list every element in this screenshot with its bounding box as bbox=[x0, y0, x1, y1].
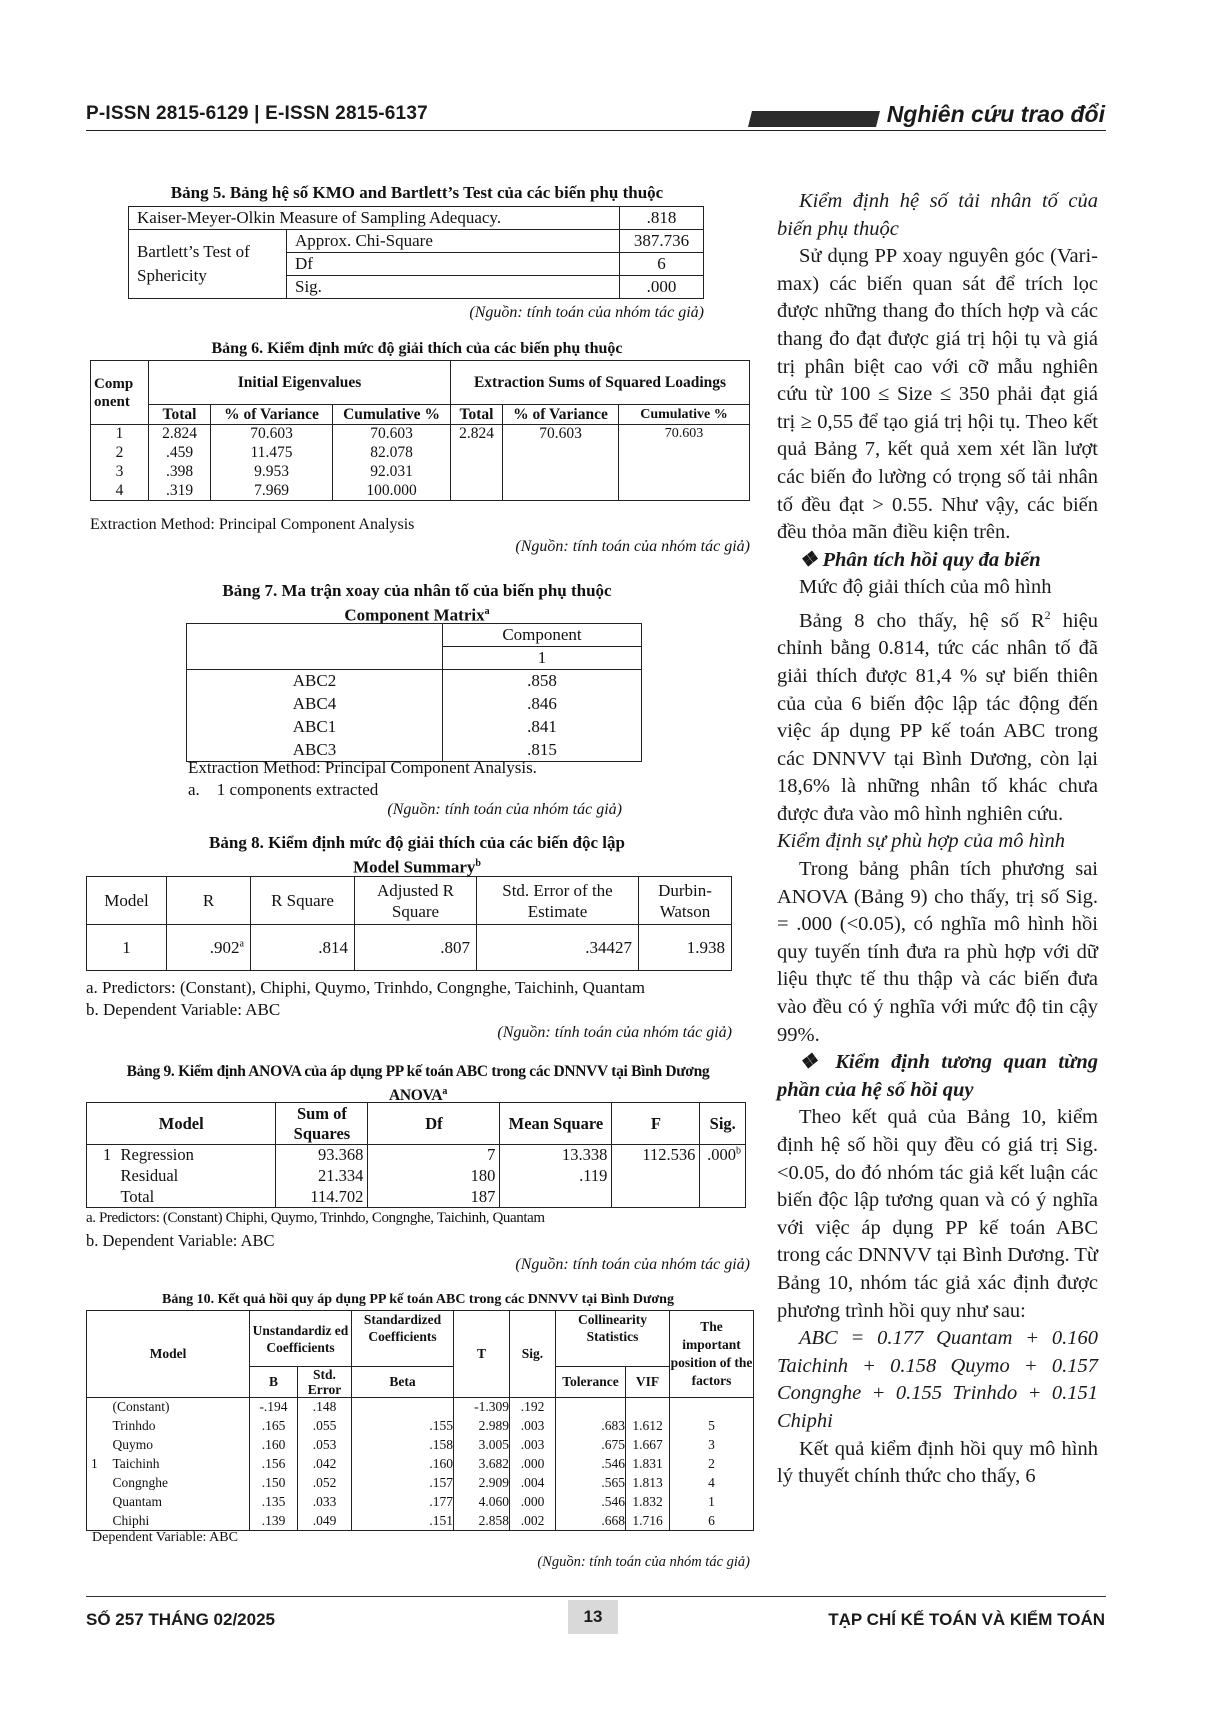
t10-cell: 5 bbox=[670, 1417, 754, 1436]
t10-cell: 4 bbox=[670, 1474, 754, 1493]
kmo-label: Kaiser-Meyer-Olkin Measure of Sampling Adequacy. bbox=[129, 207, 620, 230]
t10-cell: .003 bbox=[510, 1417, 556, 1436]
t5-row-label: Df bbox=[287, 253, 620, 276]
t9-cell: 187 bbox=[368, 1187, 500, 1208]
t9-cell: .119 bbox=[500, 1166, 612, 1187]
t7-load: .846 bbox=[443, 693, 642, 716]
t6-sub-header: Total bbox=[451, 405, 503, 425]
t5-row-value: 387.736 bbox=[619, 230, 703, 253]
t10-h-std: Standardized Coefficients bbox=[352, 1311, 454, 1367]
table6-source: (Nguồn: tính toán của nhóm tác giả) bbox=[515, 538, 750, 555]
section-heading: ❖ Phân tích hồi quy đa biến bbox=[799, 548, 1041, 571]
t10-cell: .052 bbox=[298, 1474, 352, 1493]
t10-cell bbox=[670, 1398, 754, 1417]
paragraph: Trong bảng phân tích phương sai ANOVA (Bảng 9) cho thấy, trị số Sig. = .000 (<0.05), có nghĩa mô hình hồi quy tuyến tính đưa ra phù hợp với dữ liệu thực tế thu thập và các biến đưa vào đều có ý nghĩa với mức độ tin cậy 99%. bbox=[777, 858, 1098, 1046]
t5-row-label: Sig. bbox=[287, 276, 620, 299]
t10-cell: .565 bbox=[556, 1474, 626, 1493]
t10-var: Trinhdo bbox=[109, 1417, 250, 1436]
paragraph: Sử dụng PP xoay nguyên góc (Vari-max) các biến quan sát để trích lọc được những thang đo thích hợp và các thang đo đạt được giá trị hội tụ và giá trị phân biệt cao với cỡ mẫu nghiên cứu từ 100 ≤ Size ≤ 350 phải đạt giá trị ≥ 0,55 để tạo giá trị hội tụ. Theo kết quả Bảng 7, kết quả xem xét lần lượt các biến đo lường có trọng số tải nhân tố đều đạt > 0.55. Như vậy, các biến đều thỏa mãn điều kiện trên. bbox=[777, 245, 1098, 544]
paragraph: Kết quả kiểm định hồi quy mô hình lý thuyết chính thức cho thấy, 6 bbox=[777, 1437, 1098, 1488]
t5-row-label: Approx. Chi-Square bbox=[287, 230, 620, 253]
t10-cell: 1.716 bbox=[626, 1512, 670, 1531]
t10-model-num: 1 bbox=[87, 1398, 109, 1531]
t10-cell: 6 bbox=[670, 1512, 754, 1531]
table9-caption-line1: Bảng 9. Kiểm định ANOVA của áp dụng PP kế toán ABC trong các DNNVV tại Bình Dương bbox=[126, 1063, 710, 1080]
table6-note: Extraction Method: Principal Component Analysis bbox=[90, 516, 415, 533]
table9-caption-title: ANOVA bbox=[388, 1087, 443, 1105]
t10-cell: 1.832 bbox=[626, 1493, 670, 1512]
t8-cell: .807 bbox=[355, 925, 477, 971]
t10-var: Congnghe bbox=[109, 1474, 250, 1493]
t9-row-name: Residual bbox=[117, 1166, 276, 1187]
t10-cell: .042 bbox=[298, 1455, 352, 1474]
t6-cell: 2.824 bbox=[451, 425, 503, 444]
journal-name: TẠP CHÍ KẾ TOÁN VÀ KIỂM TOÁN bbox=[828, 1610, 1105, 1629]
t6-sub-header: % of Variance bbox=[211, 405, 333, 425]
t6-cell: 11.475 bbox=[211, 444, 333, 463]
t9-header: Sig. bbox=[700, 1103, 746, 1145]
table9-source: (Nguồn: tính toán của nhóm tác giả) bbox=[515, 1256, 750, 1273]
t10-h-b: B bbox=[250, 1367, 298, 1398]
t10-cell: .135 bbox=[250, 1493, 298, 1512]
superscript: 2 bbox=[1044, 607, 1051, 622]
t6-h-component: Comp onent bbox=[91, 361, 149, 425]
t7-load: .841 bbox=[443, 716, 642, 739]
t9-row-name: Regression bbox=[117, 1145, 276, 1166]
table7-caption bbox=[122, 580, 712, 626]
t10-cell: .000 bbox=[510, 1493, 556, 1512]
table7 bbox=[186, 623, 642, 762]
t9-cell: 112.536 bbox=[612, 1145, 700, 1166]
t10-cell bbox=[626, 1398, 670, 1417]
t9-cell: 7 bbox=[368, 1145, 500, 1166]
t6-cell: 2.824 bbox=[149, 425, 211, 444]
t10-cell: .003 bbox=[510, 1436, 556, 1455]
table5-caption: Bảng 5. Bảng hệ số KMO and Bartlett’s Test của các biến phụ thuộc bbox=[170, 183, 664, 202]
t10-cell: .139 bbox=[250, 1512, 298, 1531]
t10-cell: 2.858 bbox=[454, 1512, 510, 1531]
t10-cell bbox=[556, 1398, 626, 1417]
t6-sub-header: % of Variance bbox=[503, 405, 619, 425]
table7-note1: Extraction Method: Principal Component Analysis. bbox=[188, 758, 537, 777]
table10-note: Dependent Variable: ABC bbox=[92, 1530, 238, 1545]
t8-header: Durbin-Watson bbox=[639, 877, 732, 925]
t10-h-tol: Tolerance bbox=[556, 1367, 626, 1398]
t7-h-component: Component bbox=[443, 624, 642, 647]
t6-cell: 4 bbox=[91, 482, 149, 501]
t10-h-t: T bbox=[454, 1311, 510, 1398]
t8-header: Adjusted R Square bbox=[355, 877, 477, 925]
table8-caption-title: Model Summary bbox=[353, 857, 476, 877]
table8-note1: a. Predictors: (Constant), Chiphi, Quymo, Trinhdo, Congnghe, Taichinh, Quantam bbox=[86, 978, 645, 997]
t10-cell: .000 bbox=[510, 1455, 556, 1474]
t10-cell: .546 bbox=[556, 1455, 626, 1474]
table7-caption-line2 bbox=[122, 601, 712, 626]
table5 bbox=[128, 206, 704, 299]
table7-caption-sup: a bbox=[484, 606, 490, 617]
t10-cell: .160 bbox=[250, 1436, 298, 1455]
t10-cell: .002 bbox=[510, 1512, 556, 1531]
t8-header: Model bbox=[87, 877, 167, 925]
t10-h-vif: VIF bbox=[626, 1367, 670, 1398]
t10-h-se: Std. Error bbox=[298, 1367, 352, 1398]
t6-cell: 7.969 bbox=[211, 482, 333, 501]
t7-var: ABC1 bbox=[187, 716, 443, 739]
paragraph: Theo kết quả của Bảng 10, kiểm định hệ số hồi quy đều có giá trị Sig. <0.05, do đó nhóm tác giả kết luận các biến độc lập tương quan và có ý nghĩa với việc áp dụng PP kế toán ABC trong các DNNVV tại Bình Dương. Từ Bảng 10, nhóm tác giả xác định được phương trình hồi quy như sau: bbox=[777, 1106, 1098, 1322]
table7-caption-line1: Bảng 7. Ma trận xoay của nhân tố của biến phụ thuộc bbox=[222, 581, 612, 600]
t10-cell: 2.989 bbox=[454, 1417, 510, 1436]
t7-var: ABC3 bbox=[187, 739, 443, 762]
t10-cell: 1.831 bbox=[626, 1455, 670, 1474]
t9-header: Sum of Squares bbox=[276, 1103, 368, 1145]
t10-cell: .148 bbox=[298, 1398, 352, 1417]
t10-cell: .668 bbox=[556, 1512, 626, 1531]
table8-caption-line1: Bảng 8. Kiểm định mức độ giải thích của các biến độc lập bbox=[209, 833, 625, 852]
table9 bbox=[86, 1102, 746, 1208]
t10-cell: 1.813 bbox=[626, 1474, 670, 1493]
paragraph-heading: Kiểm định hệ số tải nhân tố của biến phụ thuộc bbox=[777, 190, 1098, 240]
bartlett-label: Bartlett’s Test of Sphericity bbox=[129, 230, 287, 299]
t10-cell: .158 bbox=[352, 1436, 454, 1455]
t7-load: .858 bbox=[443, 670, 642, 693]
issue-number: SỐ 257 THÁNG 02/2025 bbox=[86, 1610, 275, 1629]
t8-r-value: .902 bbox=[209, 937, 240, 957]
table8 bbox=[86, 876, 732, 971]
paragraph: Mức độ giải thích của mô hình bbox=[799, 576, 1052, 599]
t10-cell: .156 bbox=[250, 1455, 298, 1474]
t6-cell: 100.000 bbox=[333, 482, 451, 501]
right-column-text bbox=[777, 188, 1098, 1491]
t10-cell: .004 bbox=[510, 1474, 556, 1493]
t10-h-col: Collinearity Statistics bbox=[556, 1311, 670, 1367]
t8-cell: 1.938 bbox=[639, 925, 732, 971]
table10 bbox=[86, 1310, 754, 1531]
t10-h-unstd: Unstandardiz ed Coefficients bbox=[250, 1311, 352, 1367]
t6-cell: .398 bbox=[149, 463, 211, 482]
t6-cell: 1 bbox=[91, 425, 149, 444]
t10-cell: .155 bbox=[352, 1417, 454, 1436]
t9-sig-value: .000 bbox=[707, 1145, 736, 1165]
t7-var: ABC4 bbox=[187, 693, 443, 716]
t9-cell-sig bbox=[700, 1145, 746, 1166]
t6-h-extraction: Extraction Sums of Squared Loadings bbox=[451, 361, 750, 405]
table7-note2: a. 1 components extracted bbox=[188, 780, 379, 799]
table7-source: (Nguồn: tính toán của nhóm tác giả) bbox=[387, 801, 622, 818]
table10-source: (Nguồn: tính toán của nhóm tác giả) bbox=[537, 1554, 750, 1570]
table5-source: (Nguồn: tính toán của nhóm tác giả) bbox=[469, 304, 704, 321]
t6-h-initial: Initial Eigenvalues bbox=[149, 361, 451, 405]
t10-cell: 3.682 bbox=[454, 1455, 510, 1474]
t10-cell: 3.005 bbox=[454, 1436, 510, 1455]
t10-cell: .151 bbox=[352, 1512, 454, 1531]
t6-sub-header: Total bbox=[149, 405, 211, 425]
t7-var: ABC2 bbox=[187, 670, 443, 693]
t10-var: Taichinh bbox=[109, 1455, 250, 1474]
table9-note2: b. Dependent Variable: ABC bbox=[86, 1231, 275, 1250]
table9-caption-sup: a bbox=[442, 1086, 448, 1097]
t6-cell: 92.031 bbox=[333, 463, 451, 482]
t10-cell: 4.060 bbox=[454, 1493, 510, 1512]
t6-cell: 70.603 bbox=[503, 425, 619, 444]
t10-cell: 1 bbox=[670, 1493, 754, 1512]
t8-cell: .34427 bbox=[477, 925, 639, 971]
t9-cell: 180 bbox=[368, 1166, 500, 1187]
t9-cell: 93.368 bbox=[276, 1145, 368, 1166]
t10-cell: .192 bbox=[510, 1398, 556, 1417]
footer-divider bbox=[86, 1596, 1106, 1597]
page-number: 13 bbox=[568, 1600, 618, 1634]
t6-cell: .459 bbox=[149, 444, 211, 463]
table7-caption-title: Component Matrix bbox=[344, 605, 485, 625]
t8-header: R bbox=[167, 877, 251, 925]
t10-cell: 1.667 bbox=[626, 1436, 670, 1455]
t10-cell bbox=[352, 1398, 454, 1417]
t8-header: R Square bbox=[251, 877, 355, 925]
t10-cell: 3 bbox=[670, 1436, 754, 1455]
t9-cell: 114.702 bbox=[276, 1187, 368, 1208]
table8-note2: b. Dependent Variable: ABC bbox=[86, 1000, 281, 1019]
t9-sig-sup: b bbox=[736, 1145, 741, 1157]
t9-cell: 21.334 bbox=[276, 1166, 368, 1187]
t10-cell: .160 bbox=[352, 1455, 454, 1474]
t5-row-value: 6 bbox=[619, 253, 703, 276]
t10-cell: .033 bbox=[298, 1493, 352, 1512]
t6-cell: 9.953 bbox=[211, 463, 333, 482]
t8-cell: .814 bbox=[251, 925, 355, 971]
table9-note1: a. Predictors: (Constant) Chiphi, Quymo, Trinhdo, Congnghe, Taichinh, Quantam bbox=[86, 1210, 545, 1226]
t10-cell: .683 bbox=[556, 1417, 626, 1436]
t10-h-beta: Beta bbox=[352, 1367, 454, 1398]
t10-cell: -.194 bbox=[250, 1398, 298, 1417]
t7-h-1: 1 bbox=[443, 647, 642, 670]
table8-caption-sup: b bbox=[475, 858, 481, 869]
t10-cell: .546 bbox=[556, 1493, 626, 1512]
t9-header: Df bbox=[368, 1103, 500, 1145]
paragraph-part: hiệu chỉnh bằng 0.814, tức các nhân tố đã giải thích được 81,4 % sự biến thiên của của 6 biến độc lập tác động đến việc áp dụng PP kế toán ABC trong các DNNVV tại Bình Dương, còn lại 18,6% là những nhân tố khác chưa được đưa vào mô hình nghiên cứu. bbox=[777, 609, 1098, 825]
t10-cell: 1.612 bbox=[626, 1417, 670, 1436]
table9-caption bbox=[86, 1062, 750, 1106]
table8-caption-line2 bbox=[122, 853, 712, 878]
t10-cell: .053 bbox=[298, 1436, 352, 1455]
paragraph-heading: Kiểm định sự phù hợp của mô hình bbox=[777, 830, 1066, 853]
t6-cell: 70.603 bbox=[619, 425, 750, 444]
t10-h-model: Model bbox=[87, 1311, 250, 1398]
t10-cell: .675 bbox=[556, 1436, 626, 1455]
t8-cell-r bbox=[167, 925, 251, 971]
t10-var: Chiphi bbox=[109, 1512, 250, 1531]
section-heading: ❖ Kiểm định tương quan từng phần của hệ số hồi quy bbox=[777, 1051, 1098, 1101]
t9-header: Model bbox=[87, 1103, 276, 1145]
t6-cell: 2 bbox=[91, 444, 149, 463]
t9-header: F bbox=[612, 1103, 700, 1145]
table8-caption bbox=[122, 832, 712, 878]
t9-header: Mean Square bbox=[500, 1103, 612, 1145]
t9-model-num: 1 bbox=[87, 1145, 117, 1208]
kmo-value: .818 bbox=[619, 207, 703, 230]
header-bar bbox=[748, 111, 880, 127]
table6 bbox=[90, 360, 750, 501]
table8-source: (Nguồn: tính toán của nhóm tác giả) bbox=[497, 1024, 732, 1041]
t9-row-name: Total bbox=[117, 1187, 276, 1208]
t6-sub-header: Cumulative % bbox=[619, 405, 750, 425]
t6-sub-header: Cumulative % bbox=[333, 405, 451, 425]
t10-cell: .055 bbox=[298, 1417, 352, 1436]
t9-cell: 13.338 bbox=[500, 1145, 612, 1166]
t10-var: Quantam bbox=[109, 1493, 250, 1512]
t10-cell: .150 bbox=[250, 1474, 298, 1493]
header-divider bbox=[86, 130, 1106, 131]
t5-row-value: .000 bbox=[619, 276, 703, 299]
t10-cell: 2.909 bbox=[454, 1474, 510, 1493]
t10-h-sig: Sig. bbox=[510, 1311, 556, 1398]
t6-cell: 3 bbox=[91, 463, 149, 482]
t10-cell: .157 bbox=[352, 1474, 454, 1493]
t10-cell: -1.309 bbox=[454, 1398, 510, 1417]
t7-load: .815 bbox=[443, 739, 642, 762]
t10-cell: 2 bbox=[670, 1455, 754, 1474]
t10-cell: .049 bbox=[298, 1512, 352, 1531]
paragraph-part: Bảng 8 cho thấy, hệ số R bbox=[799, 609, 1045, 632]
paragraph bbox=[777, 602, 1098, 829]
t6-cell: 82.078 bbox=[333, 444, 451, 463]
issn-header: P-ISSN 2815-6129 | E-ISSN 2815-6137 bbox=[86, 103, 428, 124]
t6-cell: .319 bbox=[149, 482, 211, 501]
t6-cell: 70.603 bbox=[333, 425, 451, 444]
t8-cell: 1 bbox=[87, 925, 167, 971]
table10-caption: Bảng 10. Kết quả hồi quy áp dụng PP kế toán ABC trong các DNNVV tại Bình Dương bbox=[162, 1292, 674, 1307]
t10-var: Quymo bbox=[109, 1436, 250, 1455]
t8-r-sup: a bbox=[239, 937, 244, 949]
section-title: Nghiên cứu trao đổi bbox=[886, 101, 1105, 127]
t10-cell: .177 bbox=[352, 1493, 454, 1512]
t10-h-imp: The important position of the factors bbox=[670, 1311, 754, 1398]
t10-var: (Constant) bbox=[109, 1398, 250, 1417]
t8-header: Std. Error of the Estimate bbox=[477, 877, 639, 925]
regression-equation: ABC = 0.177 Quantam + 0.160 Taichinh + 0.158 Quymo + 0.157 Congnghe + 0.155 Trinhdo + 0.151 Chiphi bbox=[777, 1327, 1098, 1432]
table6-caption: Bảng 6. Kiểm định mức độ giải thích của các biến phụ thuộc bbox=[211, 340, 623, 357]
t6-cell: 70.603 bbox=[211, 425, 333, 444]
t10-cell: .165 bbox=[250, 1417, 298, 1436]
